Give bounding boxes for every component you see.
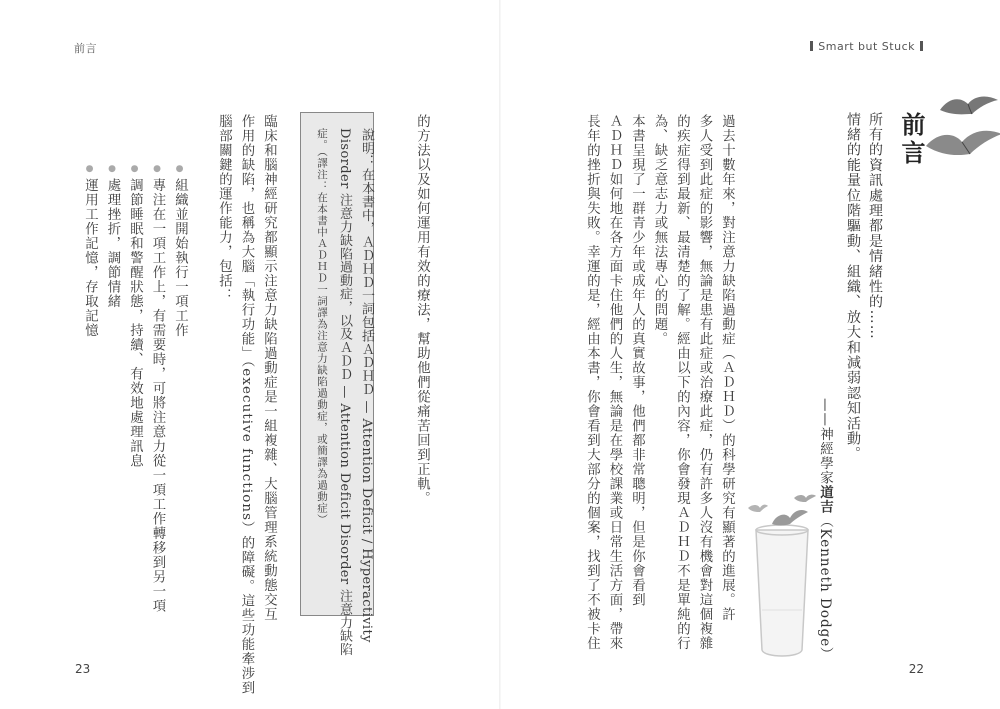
text-column: 為、缺乏意志力或無法專心的問題。 [652,114,667,346]
right-running-title [805,40,928,53]
bullet-item: ● 處理挫折，調節情緒 [101,164,124,613]
attribution-dash: ——神經學家 [817,398,833,485]
left-body-text [212,114,280,695]
book-gutter [499,0,501,709]
birds-illustration [918,88,1000,188]
chapter-title: 前言 [897,112,926,168]
bullet-item: ● 調節睡眠和警醒狀態，持續、有效地處理訊息 [123,164,146,613]
bullet-item: ● 運用工作記憶，存取記憶 [78,164,101,613]
text-column: 長年的挫折與失敗。幸運的是，經由本書，你會看到大部分的個案，找到了不被卡住 [584,114,600,651]
epigraph-line: 所有的資訊處理都是情緒性的…… [867,112,883,340]
bullet-item: ● 專注在一項工作上，有需要時，可將注意力從一項工作轉移到另一項 [146,164,169,613]
left-page-number: 23 [75,662,91,676]
right-body-text [580,114,738,659]
note-column: 症。（譯注：在本書中ＡＤＨＤ一詞譯為注意力缺陷過動症，或簡譯為過動症） [316,128,328,526]
right-page-number: 22 [908,662,924,676]
glass-with-birds-illustration [742,490,822,662]
header-bar-right [920,41,923,51]
attribution-name: 道吉 [817,485,833,514]
note-column: 說明：在本書中，ＡＤＨＤ一詞包括ＡＤＨＤ — Attention Deficit / Hyperactivity [359,128,374,643]
header-bar-left [810,41,813,51]
left-body-text-intro [410,114,433,506]
text-column: 臨床和腦神經研究都顯示注意力缺陷過動症是一組複雜、大腦管理系統動態交互 [261,114,277,622]
note-text [311,128,377,656]
text-column: 的疾症得到最新、最清楚的了解。經由以下的內容，你會發現ＡＤＨＤ不是單純的行 [674,114,690,651]
text-column: ＡＤＨＤ如何地在各方面卡住他們的人生，無論是在學校課業或日常生活方面，帶來 [607,114,622,651]
text-column: 腦部關鍵的運作能力，包括： [216,114,232,303]
note-column: Disorder 注意力缺陷過動症，以及ＡＤＤ — Attention Deficit Disorder 注意力缺陷 [337,128,352,657]
text-column: 的方法以及如何運用有效的療法，幫助他們從痛苦回到正軌。 [414,114,430,506]
text-column: 作用的缺陷，也稱為大腦「執行功能」（executive functions）的障礙。這些功能牽涉到 [239,114,254,696]
epigraph-line: 情緒的能量位階驅動、組織、放大和減弱認知活動。 [845,112,861,462]
text-column: 本書呈現了一群青少年或成年人的真實故事，他們都非常聰明，但是你會看到 [629,114,645,607]
attribution-english: （Kenneth Dodge） [817,514,833,662]
bullet-list [78,164,191,613]
epigraph [842,112,886,462]
bullet-item: ● 組織並開始執行一項工作 [168,164,191,613]
left-running-title: 前言 [74,42,97,55]
text-column: 多人受到此症的影響，無論是患有此症或治療此症，仍有許多人沒有機會對這個複雜 [697,114,712,651]
text-column: 過去十數年來，對注意力缺陷過動症（ＡＤＨＤ）的科學研究有顯著的進展。許 [719,114,735,622]
book-title: Smart but Stuck [818,40,915,53]
